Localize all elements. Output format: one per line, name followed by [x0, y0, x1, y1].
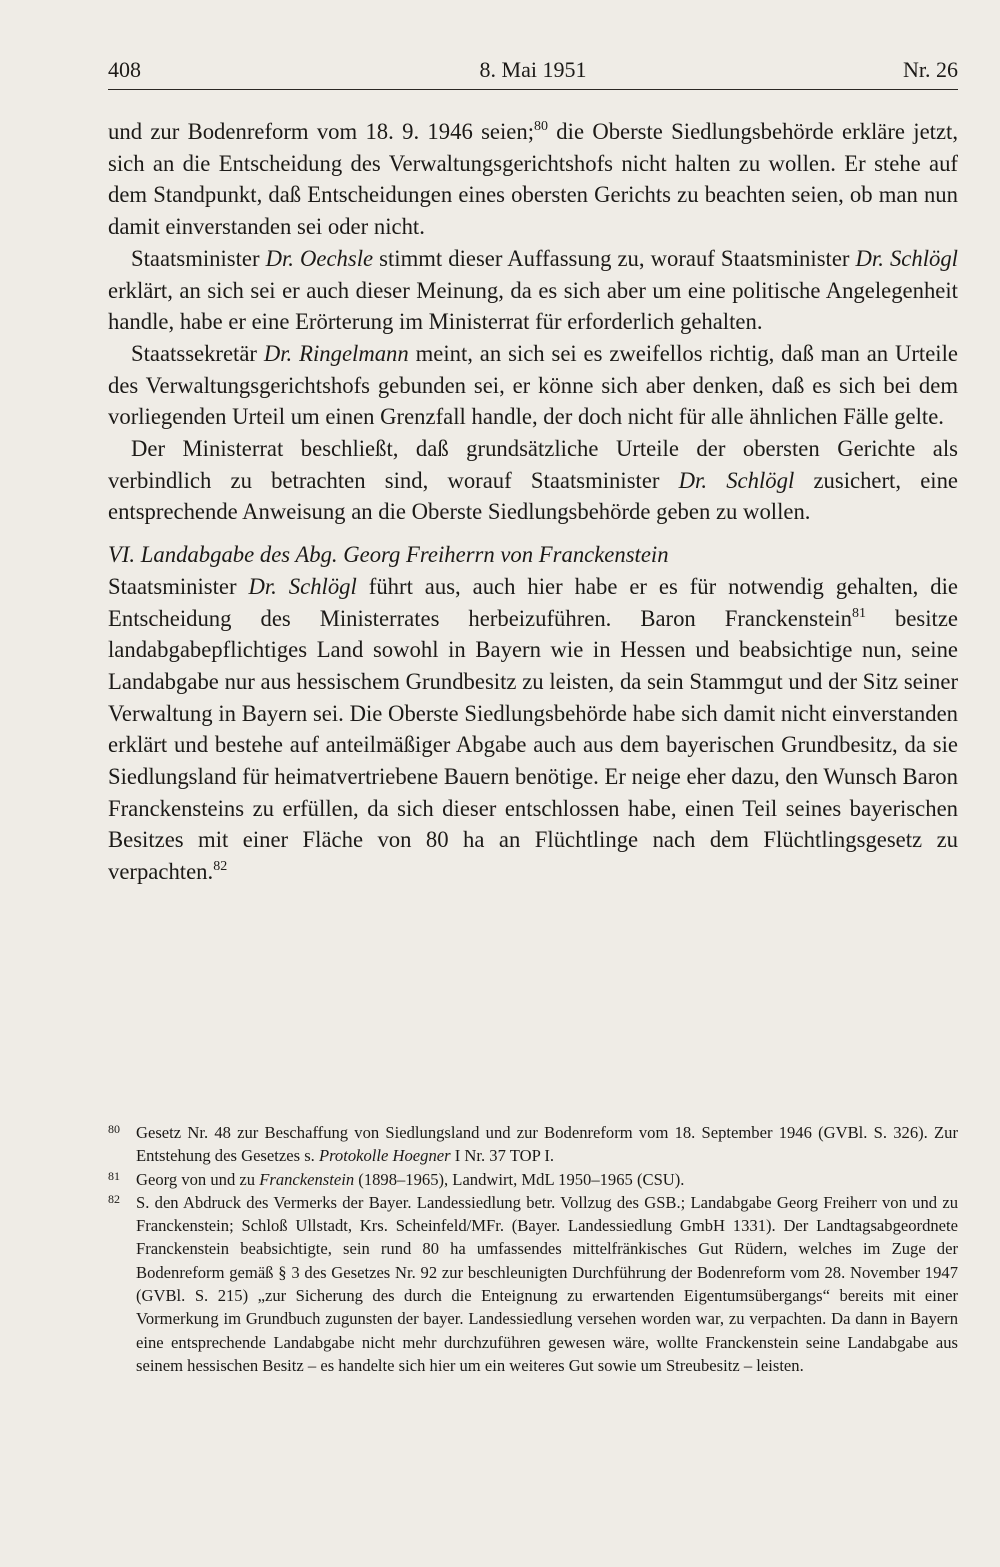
text-run: zusichert, eine entsprechende Anweisung an die Oberste Siedlungsbehörde geben zu wollen. — [108, 467, 958, 525]
page-number: 408 — [108, 57, 141, 82]
text-run: Staatsminister — [131, 245, 266, 271]
paragraph-2 — [108, 243, 958, 338]
footnote-number: 81 — [108, 1168, 120, 1183]
header-issue-number: Nr. 26 — [903, 57, 958, 82]
footnote-ref-81: 81 — [852, 605, 867, 621]
speaker-name: Dr. Ringelmann — [263, 340, 409, 366]
paragraph-1 — [108, 116, 958, 243]
main-text — [108, 116, 958, 888]
text-run: Der Ministerrat beschließt, daß grundsätzliche Urteile der obersten Gerichte als verbindlich zu betrachten sind, worauf Staatsminister — [108, 436, 958, 493]
speaker-name: Dr. Schlögl — [248, 573, 357, 599]
text-run: S. den Abdruck des Vermerks der Bayer. Landessiedlung betr. Vollzug des GSB.; Landabgabe Georg Freiherr von und zu Franckenstein; Schloß Ullstadt, Krs. Scheinfeld/MFr. (Bayer. Landessiedlung GmbH 1331). Der Landtagsabgeordnete Franckenstein beabsichtigte, sein rund 80 ha umfassendes mittelfränkisches Gut Rüdern, welches im Zuge der Bodenreform gemäß § 3 des Gesetzes Nr. 92 zur beschleunigten Durchführung der Bodenreform vom 28. November 1947 (GVBl. S. 215) „zur Sicherung des durch die Enteignung zu erwartenden Eigentumsübergangs“ bereits mit einer Vormerkung im Grundbuch zugunsten der bayer. Landessiedlung versehen worden war, zu verpachten. Da dann in Bayern eine entsprechende Landabgabe nicht mehr durchzuführen gewesen wäre, wollte Franckenstein seine Landabgabe aus seinem hessischen Besitz – es handelte sich hier um ein weiteres Gut sowie um Streubesitz – leisten. — [136, 1192, 958, 1375]
text-run: (1898–1965), Landwirt, MdL 1950–1965 (CSU). — [354, 1169, 685, 1189]
person-name: Franckenstein — [259, 1169, 355, 1189]
section-title: VI. Landabgabe des Abg. Georg Freiherrn von Franckenstein — [108, 542, 669, 568]
paragraph-4 — [108, 433, 958, 528]
text-run: Gesetz Nr. 48 zur Beschaffung von Siedlungsland und zur Bodenreform vom 18. September 1946 (GVBl. S. 326). Zur Entstehung des Gesetzes s. — [136, 1123, 958, 1166]
footnote-82 — [108, 1191, 958, 1377]
text-run: Staatsminister — [108, 573, 249, 599]
text-run: Georg von und zu — [136, 1169, 260, 1189]
speaker-name: Dr. Oechsle — [265, 245, 374, 271]
footnote-number: 80 — [108, 1122, 120, 1136]
footnote-number: 82 — [108, 1191, 120, 1206]
footnotes — [108, 1121, 958, 1377]
text-run: stimmt dieser Auffassung zu, worauf Staatsminister — [373, 245, 856, 271]
text-run: Staatssekretär — [131, 340, 264, 366]
footnote-ref-80: 80 — [534, 119, 549, 134]
header-date: 8. Mai 1951 — [479, 57, 587, 82]
paragraph-3 — [108, 338, 958, 433]
running-header — [108, 55, 958, 90]
text-run: besitze landabgabepflichtiges Land sowohl in Bayern wie in Hessen und beabsichtige nun, seine Landabgabe nur aus hessischem Grundbesitz zu leisten, da sein Stammgut und der Sitz seiner Verwaltung in Bayern sei. Die Oberste Siedlungsbehörde habe sich damit nicht einverstanden erklärt und bestehe auf anteilmäßiger Abgabe auch aus dem bayerischen Grundbesitz, da sie Siedlungsland für heimatvertriebene Bauern benötige. Er neige eher dazu, den Wunsch Baron Franckensteins zu erfüllen, da sich dieser entschlossen habe, einen Teil seines bayerischen Besitzes mit einer Fläche von 80 ha an Flüchtlinge nach dem Flüchtlingsgesetz zu verpachten. — [108, 605, 958, 885]
footnote-81 — [108, 1168, 958, 1191]
text-run: die Oberste Siedlungsbehörde erkläre jetzt, sich an die Entscheidung des Verwaltungsgerichtshofs nicht halten zu wollen. Er stehe auf dem Standpunkt, daß Entscheidungen eines obersten Gerichts zu beachten seien, ob man nun damit einverstanden sei oder nicht. — [108, 119, 959, 240]
text-run: I Nr. 37 TOP I. — [450, 1146, 555, 1166]
text-run: meint, an sich sei es zweifellos richtig, daß man an Urteile des Verwaltungsgerichtshofs gebunden sei, er könne sich aber denken, daß es sich bei dem vorliegenden Urteil um einen Grenzfall handle, der doch nicht für alle ähnlichen Fälle gelte. — [108, 340, 958, 430]
speaker-name: Dr. Schlögl — [855, 245, 958, 271]
paragraph-5 — [108, 571, 958, 888]
speaker-name: Dr. Schlögl — [678, 467, 795, 493]
text-run: und zur Bodenreform vom 18. 9. 1946 seien; — [108, 119, 535, 144]
footnote-ref-82: 82 — [213, 859, 228, 875]
text-run: erklärt, an sich sei er auch dieser Meinung, da es sich aber um eine politische Angelegenheit handle, habe er eine Erörterung im Ministerrat für erforderlich gehalten. — [108, 277, 958, 335]
citation-title: Protokolle Hoegner — [318, 1146, 451, 1166]
footnote-80 — [108, 1121, 958, 1168]
text-run: führt aus, auch hier habe er es für notwendig gehalten, die Entscheidung des Ministerrates herbeizuführen. Baron Franckenstein — [108, 573, 958, 631]
